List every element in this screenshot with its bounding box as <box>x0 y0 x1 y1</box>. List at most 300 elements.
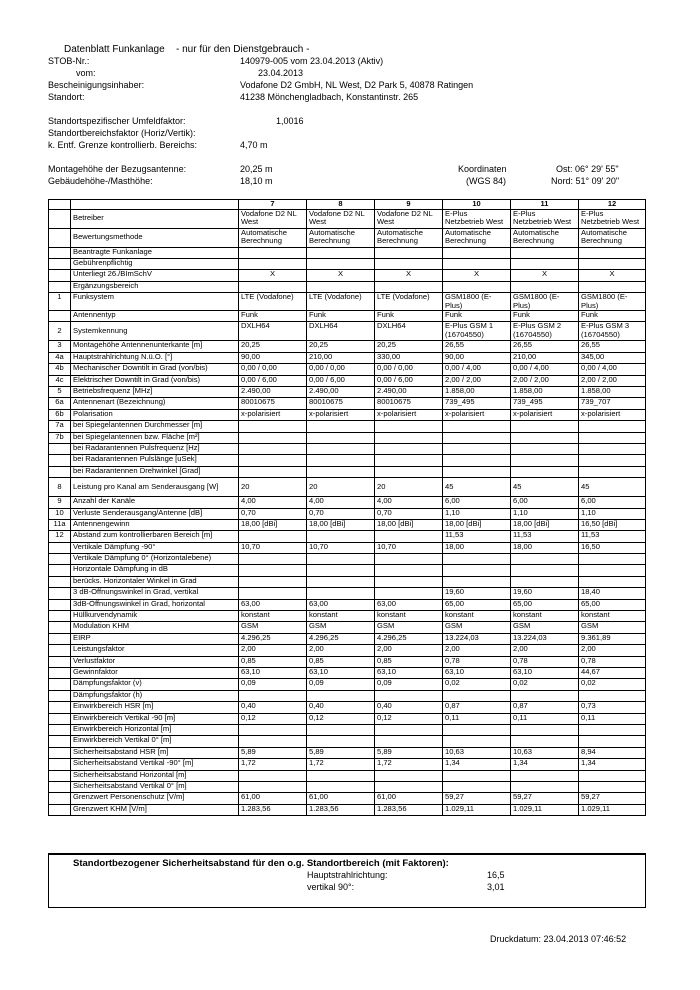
row-number <box>49 724 71 735</box>
column-header: 7 <box>239 200 307 210</box>
row-number <box>49 645 71 656</box>
table-cell: 11,53 <box>579 531 646 542</box>
table-row <box>49 209 646 228</box>
table-cell <box>239 576 307 587</box>
table-cell <box>307 565 375 576</box>
row-label: bei Spiegelantennen Durchmesser [m] <box>71 421 239 432</box>
row-label: Verlustfaktor <box>71 656 239 667</box>
table-cell: x-polarisiert <box>239 409 307 420</box>
table-cell: 90,00 <box>443 352 511 363</box>
table-row <box>49 508 646 519</box>
row-number <box>49 576 71 587</box>
row-number: 4c <box>49 375 71 386</box>
table-row <box>49 281 646 292</box>
table-cell <box>239 443 307 454</box>
table-cell <box>307 466 375 477</box>
row-label: Betreiber <box>71 209 239 228</box>
table-cell: 2,00 <box>511 645 579 656</box>
row-number: 6b <box>49 409 71 420</box>
table-cell: 61,00 <box>307 793 375 804</box>
row-number: 8 <box>49 478 71 497</box>
table-cell: 1.858,00 <box>511 387 579 398</box>
table-cell <box>375 736 443 747</box>
row-label: Einwirkbereich Vertikal 0° [m] <box>71 736 239 747</box>
row-number <box>49 759 71 770</box>
table-cell: 10,63 <box>511 747 579 758</box>
row-label: Grenzwert Personenschutz [V/m] <box>71 793 239 804</box>
row-label: Gewinnfaktor <box>71 668 239 679</box>
table-cell <box>443 554 511 565</box>
table-cell: 80010675 <box>239 398 307 409</box>
stob-value: 140979-005 vom 23.04.2013 (Aktiv) <box>240 56 384 66</box>
table-cell <box>375 781 443 792</box>
table-cell: 4,00 <box>375 497 443 508</box>
table-cell: 18,40 <box>579 588 646 599</box>
row-label: Unterliegt 26./BImSchV <box>71 270 239 281</box>
row-number <box>49 770 71 781</box>
table-cell: 739_495 <box>511 398 579 409</box>
table-row <box>49 611 646 622</box>
table-cell <box>443 781 511 792</box>
table-cell <box>579 281 646 292</box>
table-cell <box>239 588 307 599</box>
table-cell <box>511 576 579 587</box>
table-row <box>49 398 646 409</box>
table-row <box>49 747 646 758</box>
row-number <box>49 668 71 679</box>
table-cell <box>443 281 511 292</box>
table-cell <box>511 443 579 454</box>
row-number: 4a <box>49 352 71 363</box>
table-cell: X <box>375 270 443 281</box>
table-cell <box>375 770 443 781</box>
table-cell <box>239 770 307 781</box>
table-cell <box>239 565 307 576</box>
table-row <box>49 258 646 269</box>
table-cell: X <box>239 270 307 281</box>
table-cell: 1.029,11 <box>511 804 579 815</box>
table-row <box>49 270 646 281</box>
table-cell <box>307 281 375 292</box>
row-label: Bewertungsmethode <box>71 228 239 247</box>
table-cell: 0,02 <box>511 679 579 690</box>
row-label: Leistung pro Kanal am Senderausgang [W] <box>71 478 239 497</box>
table-cell: 63,10 <box>239 668 307 679</box>
table-cell: 1,10 <box>443 508 511 519</box>
stob-label: STOB-Nr.: <box>48 56 90 66</box>
table-cell: E-Plus GSM 1 (16704550) <box>443 322 511 341</box>
table-row <box>49 588 646 599</box>
table-cell: 0,70 <box>239 508 307 519</box>
table-row <box>49 645 646 656</box>
table-cell: 18,00 [dBi] <box>307 519 375 530</box>
table-cell: 0,40 <box>307 702 375 713</box>
table-cell: 6,00 <box>511 497 579 508</box>
table-cell: 2,00 / 2,00 <box>579 375 646 386</box>
table-row <box>49 702 646 713</box>
table-cell: 4,00 <box>307 497 375 508</box>
print-date: Druckdatum: 23.04.2013 07:46:52 <box>490 934 627 944</box>
row-number <box>49 713 71 724</box>
table-cell <box>307 690 375 701</box>
table-cell <box>443 432 511 443</box>
gebaeude-value: 18,10 m <box>240 176 273 186</box>
table-cell: 1.029,11 <box>443 804 511 815</box>
table-cell: konstant <box>579 611 646 622</box>
table-row <box>49 455 646 466</box>
table-row <box>49 293 646 311</box>
table-cell <box>375 554 443 565</box>
table-cell: Automatische Berechnung <box>443 228 511 247</box>
row-number <box>49 466 71 477</box>
table-cell <box>239 247 307 258</box>
table-cell: 26,55 <box>579 341 646 352</box>
table-cell <box>511 247 579 258</box>
row-number: 12 <box>49 531 71 542</box>
inhaber-label: Bescheinigungsinhaber: <box>48 80 145 90</box>
table-cell: 210,00 <box>307 352 375 363</box>
table-cell <box>443 443 511 454</box>
row-number <box>49 270 71 281</box>
table-row <box>49 478 646 497</box>
standort-value: 41238 Mönchengladbach, Konstantinstr. 265 <box>240 92 419 102</box>
table-cell: 0,78 <box>579 656 646 667</box>
row-number <box>49 209 71 228</box>
table-cell: E-Plus GSM 2 (16704550) <box>511 322 579 341</box>
row-number: 5 <box>49 387 71 398</box>
table-cell: 63,00 <box>307 599 375 610</box>
row-label: Einwirkbereich Vertikal -90 [m] <box>71 713 239 724</box>
table-row <box>49 668 646 679</box>
document-subtitle: - nur für den Dienstgebrauch - <box>176 44 310 55</box>
row-label: Funksystem <box>71 293 239 311</box>
table-cell <box>443 455 511 466</box>
table-cell: 1.283,56 <box>239 804 307 815</box>
table-cell: 1,72 <box>375 759 443 770</box>
summary-haupt-value: 16,5 <box>487 870 505 880</box>
table-cell: 0,87 <box>443 702 511 713</box>
table-cell: Vodafone D2 NL West <box>239 209 307 228</box>
table-cell: 10,63 <box>443 747 511 758</box>
table-cell: 0,09 <box>375 679 443 690</box>
row-label: Montagehöhe Antennenunterkante [m] <box>71 341 239 352</box>
column-header: 9 <box>375 200 443 210</box>
table-cell: 0,02 <box>443 679 511 690</box>
table-cell <box>307 588 375 599</box>
standort-label: Standort: <box>48 92 85 102</box>
table-cell: 2.490,00 <box>307 387 375 398</box>
document-title: Datenblatt Funkanlage <box>64 44 165 55</box>
table-cell: 0,73 <box>579 702 646 713</box>
table-row <box>49 565 646 576</box>
table-cell: konstant <box>375 611 443 622</box>
table-cell: 65,00 <box>579 599 646 610</box>
row-label: Abstand zum kontrollierbaren Bereich [m] <box>71 531 239 542</box>
table-cell <box>375 588 443 599</box>
grenze-value: 4,70 m <box>240 140 268 150</box>
row-number: 4b <box>49 364 71 375</box>
table-cell: x-polarisiert <box>375 409 443 420</box>
table-cell: 63,10 <box>511 668 579 679</box>
table-cell: DXLH64 <box>239 322 307 341</box>
table-cell <box>579 455 646 466</box>
table-cell: GSM1800 (E-Plus) <box>579 293 646 311</box>
table-row <box>49 409 646 420</box>
table-row <box>49 432 646 443</box>
table-cell: 0,85 <box>375 656 443 667</box>
row-label: Verluste Senderausgang/Antenne [dB] <box>71 508 239 519</box>
table-cell: 345,00 <box>579 352 646 363</box>
table-cell: E-Plus GSM 3 (16704550) <box>579 322 646 341</box>
table-cell <box>579 432 646 443</box>
row-number <box>49 781 71 792</box>
table-cell: 0,00 / 6,00 <box>239 375 307 386</box>
table-cell: 739_495 <box>443 398 511 409</box>
row-label: bei Radarantennen Pulslänge [uSek] <box>71 455 239 466</box>
table-cell: 0,85 <box>239 656 307 667</box>
table-cell <box>443 770 511 781</box>
table-row <box>49 724 646 735</box>
table-cell: 16,50 <box>579 542 646 553</box>
table-cell <box>239 554 307 565</box>
table-cell: 0,09 <box>307 679 375 690</box>
table-cell: 63,00 <box>375 599 443 610</box>
row-label: Dämpfungsfaktor (v) <box>71 679 239 690</box>
table-row <box>49 736 646 747</box>
table-cell: 0,00 / 6,00 <box>307 375 375 386</box>
table-cell: 65,00 <box>443 599 511 610</box>
row-label: Beantragte Funkanlage <box>71 247 239 258</box>
row-label: Sicherheitsabstand Vertikal -90° [m] <box>71 759 239 770</box>
table-cell: 1.283,56 <box>307 804 375 815</box>
table-cell: 9.361,89 <box>579 633 646 644</box>
table-cell <box>511 770 579 781</box>
row-number <box>49 554 71 565</box>
table-cell: Automatische Berechnung <box>511 228 579 247</box>
row-number <box>49 793 71 804</box>
table-cell <box>307 770 375 781</box>
row-number: 10 <box>49 508 71 519</box>
table-cell: 0,12 <box>307 713 375 724</box>
table-cell <box>307 736 375 747</box>
row-number <box>49 690 71 701</box>
umfeld-value: 1,0016 <box>276 116 304 126</box>
row-number <box>49 679 71 690</box>
row-label: 3 dB-Öffnungswinkel in Grad, vertikal <box>71 588 239 599</box>
table-cell: 1,72 <box>239 759 307 770</box>
table-cell: 330,00 <box>375 352 443 363</box>
wgs-label: (WGS 84) <box>466 176 507 186</box>
grenze-label: k. Entf. Grenze kontrollierb. Bereichs: <box>48 140 198 150</box>
column-header: 11 <box>511 200 579 210</box>
table-cell <box>511 281 579 292</box>
row-label: berücks. Horizontaler Winkel in Grad <box>71 576 239 587</box>
table-cell: LTE (Vodafone) <box>375 293 443 311</box>
row-number <box>49 588 71 599</box>
row-number <box>49 565 71 576</box>
table-cell: Automatische Berechnung <box>375 228 443 247</box>
table-row <box>49 311 646 322</box>
table-cell <box>443 421 511 432</box>
row-label: Vertikale Dämpfung 0° (Horizontalebene) <box>71 554 239 565</box>
montage-value: 20,25 m <box>240 164 273 174</box>
table-cell: 0,12 <box>239 713 307 724</box>
table-cell <box>443 736 511 747</box>
table-cell <box>307 724 375 735</box>
row-number <box>49 804 71 815</box>
table-cell: GSM1800 (E-Plus) <box>511 293 579 311</box>
row-number: 6a <box>49 398 71 409</box>
table-cell: 20 <box>307 478 375 497</box>
table-cell: 4.296,25 <box>307 633 375 644</box>
table-cell: 65,00 <box>511 599 579 610</box>
table-cell: 0,11 <box>511 713 579 724</box>
table-cell: 0,78 <box>443 656 511 667</box>
table-cell: 80010675 <box>307 398 375 409</box>
table-cell <box>511 466 579 477</box>
table-cell <box>307 258 375 269</box>
table-cell <box>443 576 511 587</box>
table-cell: 0,00 / 0,00 <box>307 364 375 375</box>
table-cell <box>307 247 375 258</box>
row-label: Antennentyp <box>71 311 239 322</box>
gebaeude-label: Gebäudehöhe-/Masthöhe: <box>48 176 153 186</box>
table-cell: GSM <box>579 622 646 633</box>
table-cell <box>579 247 646 258</box>
table-cell <box>375 531 443 542</box>
vom-label: vom: <box>76 68 96 78</box>
table-cell <box>239 724 307 735</box>
table-cell <box>511 258 579 269</box>
koordinaten-label: Koordinaten <box>458 164 507 174</box>
row-number <box>49 281 71 292</box>
table-cell: 210,00 <box>511 352 579 363</box>
table-cell: x-polarisiert <box>511 409 579 420</box>
table-cell: Funk <box>239 311 307 322</box>
header-empty-cell <box>49 200 71 210</box>
table-cell <box>511 565 579 576</box>
table-cell: konstant <box>239 611 307 622</box>
row-number <box>49 228 71 247</box>
row-label: Leistungsfaktor <box>71 645 239 656</box>
row-label: bei Radarantennen Pulsfrequenz [Hz] <box>71 443 239 454</box>
row-label: Betriebsfrequenz [MHz] <box>71 387 239 398</box>
table-cell: 2,00 / 2,00 <box>511 375 579 386</box>
table-cell <box>511 736 579 747</box>
table-row <box>49 387 646 398</box>
table-cell: 20,25 <box>307 341 375 352</box>
table-cell: 739_707 <box>579 398 646 409</box>
table-cell: 0,00 / 0,00 <box>239 364 307 375</box>
table-cell: 20,25 <box>375 341 443 352</box>
table-row <box>49 421 646 432</box>
table-cell: konstant <box>307 611 375 622</box>
table-cell <box>375 432 443 443</box>
table-row <box>49 542 646 553</box>
table-cell: 11,53 <box>511 531 579 542</box>
table-cell <box>307 455 375 466</box>
table-cell: X <box>579 270 646 281</box>
table-cell: 59,27 <box>511 793 579 804</box>
table-cell <box>511 724 579 735</box>
table-cell: 18,00 [dBi] <box>239 519 307 530</box>
table-cell: 20,25 <box>239 341 307 352</box>
table-row <box>49 793 646 804</box>
summary-haupt-label: Hauptstrahlrichtung: <box>307 870 388 880</box>
table-row <box>49 519 646 530</box>
table-cell <box>307 781 375 792</box>
table-cell: 11,53 <box>443 531 511 542</box>
table-row <box>49 341 646 352</box>
table-cell: X <box>443 270 511 281</box>
table-cell: Automatische Berechnung <box>307 228 375 247</box>
row-number <box>49 443 71 454</box>
table-cell: 19,60 <box>511 588 579 599</box>
table-cell <box>511 781 579 792</box>
table-cell: 0,11 <box>579 713 646 724</box>
row-number <box>49 599 71 610</box>
umfeld-label: Standortspezifischer Umfeldfaktor: <box>48 116 186 126</box>
table-cell <box>443 724 511 735</box>
row-label: Antennengewinn <box>71 519 239 530</box>
summary-title: Standortbezogener Sicherheitsabstand für den o.g. Standortbereich (mit Faktoren): <box>73 858 449 869</box>
table-cell: 1.858,00 <box>579 387 646 398</box>
table-cell: 0,00 / 4,00 <box>443 364 511 375</box>
table-cell <box>375 466 443 477</box>
table-cell <box>375 565 443 576</box>
table-cell <box>511 432 579 443</box>
table-cell: 26,55 <box>511 341 579 352</box>
table-cell: 61,00 <box>239 793 307 804</box>
table-cell: 0,12 <box>375 713 443 724</box>
table-row <box>49 443 646 454</box>
table-cell: 63,10 <box>375 668 443 679</box>
table-row <box>49 781 646 792</box>
table-cell <box>579 724 646 735</box>
table-cell: X <box>511 270 579 281</box>
coordinate-north: Nord: 51° 09' 20" <box>551 176 620 186</box>
table-cell: 4,00 <box>239 497 307 508</box>
table-cell: 0,40 <box>375 702 443 713</box>
table-cell <box>239 281 307 292</box>
montage-label: Montagehöhe der Bezugsantenne: <box>48 164 187 174</box>
table-cell <box>443 565 511 576</box>
table-cell: 26,55 <box>443 341 511 352</box>
table-cell: 1,34 <box>511 759 579 770</box>
table-cell: 90,00 <box>239 352 307 363</box>
row-number <box>49 311 71 322</box>
table-cell: 2,00 / 2,00 <box>443 375 511 386</box>
row-number <box>49 622 71 633</box>
table-cell: 1.029,11 <box>579 804 646 815</box>
table-row <box>49 713 646 724</box>
table-cell: 10,70 <box>239 542 307 553</box>
table-cell <box>239 432 307 443</box>
table-cell <box>579 736 646 747</box>
table-cell <box>579 443 646 454</box>
table-row <box>49 322 646 341</box>
table-cell: 13.224,03 <box>511 633 579 644</box>
table-cell <box>443 247 511 258</box>
table-row <box>49 759 646 770</box>
table-cell: 0,70 <box>375 508 443 519</box>
table-cell: 2,00 <box>579 645 646 656</box>
table-cell: GSM <box>511 622 579 633</box>
table-cell <box>443 690 511 701</box>
table-cell <box>579 258 646 269</box>
table-cell <box>307 576 375 587</box>
table-cell <box>307 443 375 454</box>
